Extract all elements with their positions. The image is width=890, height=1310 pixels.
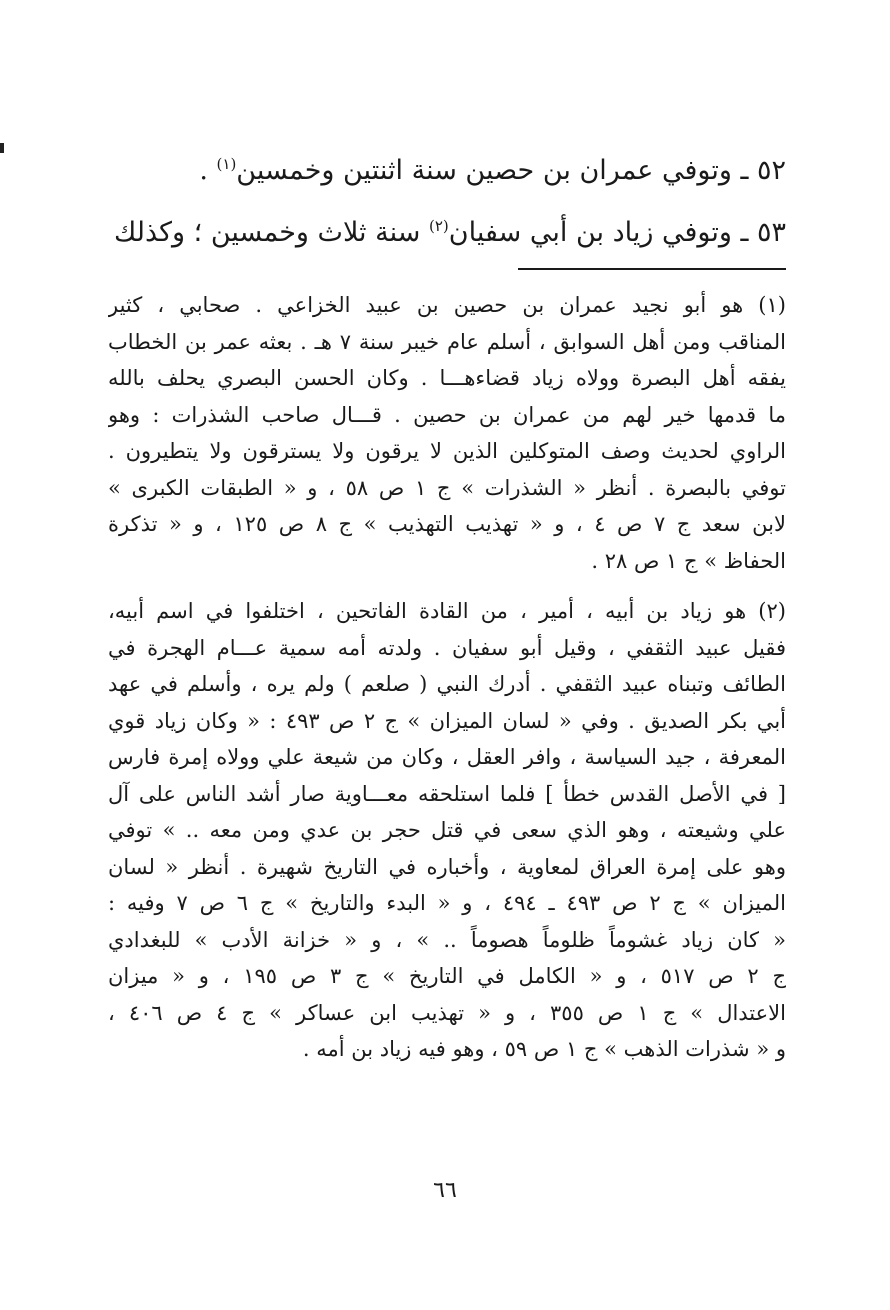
footnote-line: المناقب ومن أهل السوابق ، أسلم عام خيبر سنة ٧ هـ . بعثه عمر بن الخطاب [108, 329, 786, 354]
footnote-1 [108, 287, 786, 579]
footnote-ref-1[interactable]: (١) [216, 155, 237, 173]
footnote-line: يفقه أهل البصرة وولاه زياد قضاءهـــا . وكان الحسن البصري يحلف بالله [108, 366, 786, 390]
footnote-line: الراوي لحديث وصف المتوكلين الذين لا يرقون ولا يسترقون ولا يتطيرون . [108, 439, 786, 463]
footnote-line: « كان زياد غشوماً ظلوماً هصوماً .. » ، و « خزانة الأدب » للبغدادي [108, 927, 786, 952]
footnotes [108, 287, 786, 1068]
main-line-53-text-after: سنة ثلاث وخمسين ؛ وكذلك [114, 217, 429, 248]
main-text [108, 140, 786, 264]
footnote-line: الحفاظ » ج ١ ص ٢٨ . [591, 548, 786, 573]
footnote-line: فقيل عبيد الثقفي ، وقيل أبو سفيان . ولدته أمه سمية عـــام الهجرة في [108, 635, 786, 660]
main-line-52-end: . [199, 155, 217, 186]
footnote-line: و « شذرات الذهب » ج ١ ص ٥٩ ، وهو فيه زياد بن أمه . [302, 1037, 786, 1061]
footnote-line: لابن سعد ج ٧ ص ٤ ، و « تهذيب التهذيب » ج ٨ ص ١٢٥ ، و « تذكرة [108, 512, 786, 536]
footnote-2 [108, 593, 786, 1068]
footnote-line: وهو على إمرة العراق لمعاوية ، وأخباره في التاريخ شهيرة . أنظر « لسان [108, 854, 786, 879]
footnote-ref-2[interactable]: (٢) [429, 217, 449, 235]
main-line-53-text-before: ٥٣ ـ وتوفي زياد بن أبي سفيان [448, 217, 786, 248]
footnote-separator [518, 268, 786, 270]
main-line-53 [108, 202, 786, 264]
footnote-line: (٢) هو زياد بن أبيه ، أمير ، من القادة الفاتحين ، اختلفوا في اسم أبيه، [108, 599, 786, 623]
footnote-line: [ في الأصل القدس خطأ ] فلما استلحقه معـــاوية صار أشد الناس على آل [108, 781, 786, 806]
footnote-line: الطائف وتبناه عبيد الثقفي . أدرك النبي ( صلعم ) ولم يره ، وأسلم في عهد [108, 672, 786, 696]
page-number: ٦٦ [433, 1178, 457, 1203]
footnote-line: ج ٢ ص ٥١٧ ، و « الكامل في التاريخ » ج ٣ ص ١٩٥ ، و « ميزان [108, 964, 786, 988]
main-line-52 [108, 140, 786, 202]
footnote-line: علي وشيعته ، وهو الذي سعى في قتل حجر بن عدي ومن معه .. » توفي [108, 818, 786, 842]
footnote-line: الميزان » ج ٢ ص ٤٩٣ ـ ٤٩٤ ، و « البدء والتاريخ » ج ٦ ص ٧ وفيه : [108, 891, 786, 915]
footnote-line: (١) هو أبو نجيد عمران بن حصين بن عبيد الخزاعي . صحابي ، كثير [108, 293, 786, 317]
footnote-line: أبي بكر الصديق . وفي « لسان الميزان » ج ٢ ص ٤٩٣ : « وكان زياد قوي [108, 708, 786, 733]
scan-edge-mark [0, 143, 4, 153]
footnote-line: المعرفة ، جيد السياسة ، وافر العقل ، وكان من شيعة علي وولاه إمرة فارس [108, 745, 786, 769]
footnote-line: الاعتدال » ج ١ ص ٣٥٥ ، و « تهذيب ابن عساكر » ج ٤ ص ٤٠٦ ، [108, 1000, 786, 1025]
footnote-line: ما قدمها خير لهم من عمران بن حصين . قـــال صاحب الشذرات : وهو [108, 402, 786, 427]
footnote-line: توفي بالبصرة . أنظر « الشذرات » ج ١ ص ٥٨ ، و « الطبقات الكبرى » [108, 475, 786, 500]
main-line-52-text: ٥٢ ـ وتوفي عمران بن حصين سنة اثنتين وخمسين [236, 155, 786, 186]
